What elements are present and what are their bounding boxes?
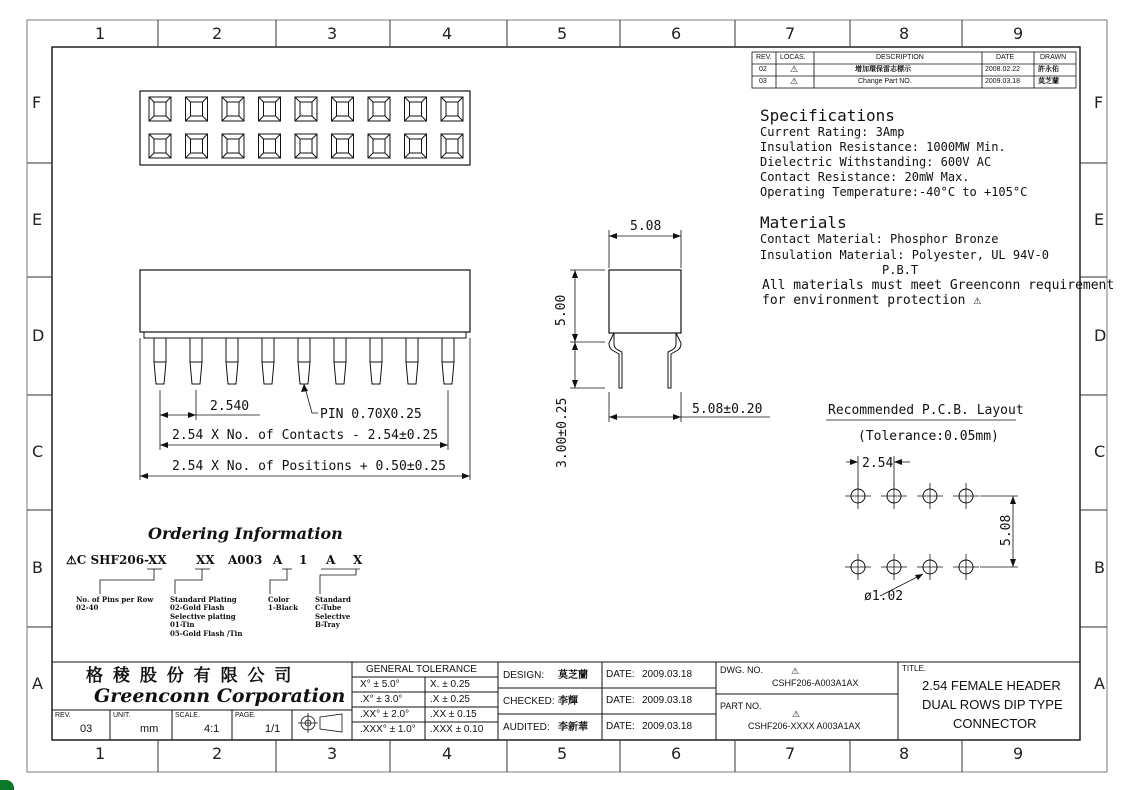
rev-row-2-drawn: 莫芝蘭 [1038,78,1059,85]
ordering-code-color: 1 [299,553,308,567]
top-contact-opening [446,102,458,116]
zone-column-2-bottom: 2 [212,744,223,763]
ordering-code-a1: A [273,553,283,567]
title-label: TITLE. [902,664,927,673]
zone-column-4-top: 4 [442,24,453,43]
rev-label: REV. [55,712,71,719]
unit-value: mm [140,723,159,735]
zone-row-A-left: A [32,674,43,693]
side-dimension-lines [570,230,770,422]
materials-title: Materials [760,213,847,232]
outer-border [27,20,1107,772]
rev-row-2-warning-icon: ⚠ [790,76,799,86]
front-pin [334,338,346,384]
spec-contact-resistance: Contact Resistance: 20mW Max. [760,170,970,184]
tolerance-row-4-linear: .XXX ± 0.10 [430,724,484,735]
audited-label: AUDITED: [503,722,550,733]
pcb-layout-lines [826,420,1018,596]
top-contact-opening [227,139,239,153]
part-no-label: PART NO. [720,701,762,711]
company-name-en: Greenconn Corporation [94,685,346,707]
dim-pin-size: PIN 0.70X0.25 [320,407,422,422]
top-contact-opening [191,139,203,153]
top-contact-opening [373,102,385,116]
rev-header-description: DESCRIPTION [876,54,924,61]
top-contact-opening [410,102,422,116]
top-contact-opening [300,139,312,153]
projection-symbol-icon [298,713,342,733]
front-pin [190,338,202,384]
rev-row-1-drawn: 許永佑 [1038,66,1059,73]
top-contact-opening [154,102,166,116]
zone-column-4-bottom: 4 [442,744,453,763]
checked-label: CHECKED: [503,696,555,707]
page-value: 1/1 [265,723,281,735]
ordering-code-a2: A [326,553,336,567]
pcb-pitch: 2.54 [862,456,894,471]
top-contact-opening [337,102,349,116]
ordering-note-packing: Standard C-Tube Selective B-Tray [315,595,351,630]
part-warning-icon: ⚠ [792,709,801,719]
top-contact-opening [410,139,422,153]
zone-row-F-left: F [32,93,42,112]
zone-row-C-left: C [32,442,44,461]
rev-row-1-date: 2008.02.22 [985,66,1021,73]
material-contact: Contact Material: Phosphor Bronze [760,232,999,246]
spec-insulation-resistance: Insulation Resistance: 1000MW Min. [760,140,1006,154]
rev-row-1-rev: 02 [759,66,767,73]
dim-contacts-formula: 2.54 X No. of Contacts - 2.54±0.25 [172,428,439,443]
zone-column-1-bottom: 1 [95,744,106,763]
material-environment: for environment protection ⚠ [762,293,982,308]
ordering-title: Ordering Information [148,524,343,543]
zone-column-3-bottom: 3 [327,744,338,763]
checked-date-label: DATE: [606,695,635,706]
checked-date: 2009.03.18 [642,695,693,706]
design-value: 莫芝蘭 [558,670,588,681]
audited-date: 2009.03.18 [642,721,693,732]
zone-column-9-top: 9 [1013,24,1024,43]
ordering-code-series: A003 [228,553,263,567]
ordering-note-color: Color 1-Black [268,595,298,613]
pcb-row-spacing: 5.08 [999,514,1014,546]
tolerance-row-4-angle: .XXX° ± 1.0° [360,724,416,735]
zone-row-E-right: E [1094,210,1105,229]
zone-column-8-top: 8 [899,24,910,43]
zone-column-2-top: 2 [212,24,223,43]
spec-operating-temperature: Operating Temperature:-40°C to +105°C [760,185,1028,199]
top-contact-opening [264,139,276,153]
pcb-layout-tolerance: (Tolerance:0.05mm) [858,429,999,444]
top-contact-opening [154,139,166,153]
checked-value: 李輝 [558,696,578,707]
top-contact-opening [227,102,239,116]
tolerance-row-3-linear: .XX ± 0.15 [430,709,477,720]
company-name-cn: 格 稜 股 份 有 限 公 司 [86,666,294,686]
front-pin [262,338,274,384]
zone-row-A-right: A [1094,674,1105,693]
dwg-warning-icon: ⚠ [791,666,800,676]
tolerance-row-2-linear: .X ± 0.25 [430,694,470,705]
dwg-no-label: DWG. NO. [720,665,763,675]
material-pbt: P.B.T [882,263,919,277]
front-pin [154,338,166,384]
dim-pin-length: 3.00±0.25 [555,397,570,468]
ordering-code-pins: XX [148,553,167,567]
rev-header-rev: REV. [756,54,772,61]
part-no-value: CSHF206-XXXX A003A1AX [748,721,861,731]
zone-row-B-right: B [1094,558,1105,577]
top-contact-opening [337,139,349,153]
dim-row-spacing: 5.08±0.20 [692,402,763,417]
zone-column-5-bottom: 5 [557,744,568,763]
front-pin [442,338,454,384]
ordering-code-plating: XX [196,553,215,567]
zone-column-7-bottom: 7 [785,744,796,763]
rev-row-2-rev: 03 [759,78,767,85]
spec-dielectric: Dielectric Withstanding: 600V AC [760,155,992,169]
zone-column-9-bottom: 9 [1013,744,1024,763]
front-view-connector [140,270,470,338]
design-label: DESIGN: [503,670,545,681]
design-date: 2009.03.18 [642,669,693,680]
drawing-title-line-2: DUAL ROWS DIP TYPE [922,697,1063,712]
zone-column-5-top: 5 [557,24,568,43]
zone-column-6-bottom: 6 [671,744,682,763]
ordering-code-packing: X [353,553,363,567]
dim-pitch: 2.540 [210,399,250,414]
front-pin [226,338,238,384]
top-contact-opening [264,102,276,116]
ordering-note-pins: No. of Pins per Row 02-40 [76,595,154,613]
front-pin [406,338,418,384]
zone-column-7-top: 7 [785,24,796,43]
zone-column-1-top: 1 [95,24,106,43]
tolerance-row-1-angle: X° ± 5.0° [360,679,400,690]
rev-row-2-date: 2009.03.18 [985,78,1021,85]
pcb-layout-title: Recommended P.C.B. Layout [828,403,1024,418]
tolerance-row-2-angle: .X° ± 3.0° [360,694,403,705]
zone-row-D-left: D [32,326,45,345]
rev-header-drawn: DRAWN [1040,54,1067,61]
tolerance-row-3-angle: .XX° ± 2.0° [360,709,410,720]
rev-value: 03 [80,723,93,735]
material-requirement: All materials must meet Greenconn requirement [762,278,1115,293]
zone-column-8-bottom: 8 [899,744,910,763]
rev-row-1-warning-icon: ⚠ [790,64,799,74]
rev-header-locas: LOCAS. [780,54,806,61]
ordering-underlines [100,569,360,594]
rev-header-date: DATE [996,54,1015,61]
design-date-label: DATE: [606,669,635,680]
pcb-hole-diameter: ø1.02 [864,589,904,604]
front-pin [298,338,310,384]
audited-date-label: DATE: [606,721,635,732]
zone-column-3-top: 3 [327,24,338,43]
top-contact-opening [446,139,458,153]
general-tolerance-title: GENERAL TOLERANCE [366,664,477,675]
specifications-title: Specifications [760,106,895,125]
side-view-connector [609,270,681,388]
ordering-code-prefix: ⚠C SHF206- [66,553,150,567]
zone-row-D-right: D [1094,326,1107,345]
dwg-no-value: CSHF206-A003A1AX [772,678,859,688]
top-contact-opening [373,139,385,153]
zone-row-C-right: C [1094,442,1106,461]
audited-value: 李新華 [558,722,588,733]
dim-side-width: 5.08 [630,219,662,234]
page-label: PAGE. [235,712,256,719]
zone-row-E-left: E [32,210,43,229]
scale-value: 4:1 [204,723,220,735]
ordering-note-plating: Standard Plating 02-Gold Flash Selective plating 01-Tin 05-Gold Flash /Tin [170,595,243,638]
front-pin [370,338,382,384]
unit-label: UNIT. [113,712,131,719]
rev-row-2-description: Change Part NO. [858,78,912,85]
dim-side-height: 5.00 [554,294,569,326]
drawing-title-line-3: CONNECTOR [953,716,1037,731]
zone-column-6-top: 6 [671,24,682,43]
dim-positions-formula: 2.54 X No. of Positions + 0.50±0.25 [172,459,446,474]
tolerance-row-1-linear: X. ± 0.25 [430,679,470,690]
material-insulation: Insulation Material: Polyester, UL 94V-0 [760,248,1049,262]
rev-row-1-description: 增加環保雷志標示 [855,66,911,73]
spec-current-rating: Current Rating: 3Amp [760,125,905,139]
zone-row-B-left: B [32,558,43,577]
scale-label: SCALE. [175,712,200,719]
zone-row-F-right: F [1094,93,1104,112]
top-contact-opening [300,102,312,116]
top-contact-opening [191,102,203,116]
drawing-title-line-1: 2.54 FEMALE HEADER [922,678,1061,693]
